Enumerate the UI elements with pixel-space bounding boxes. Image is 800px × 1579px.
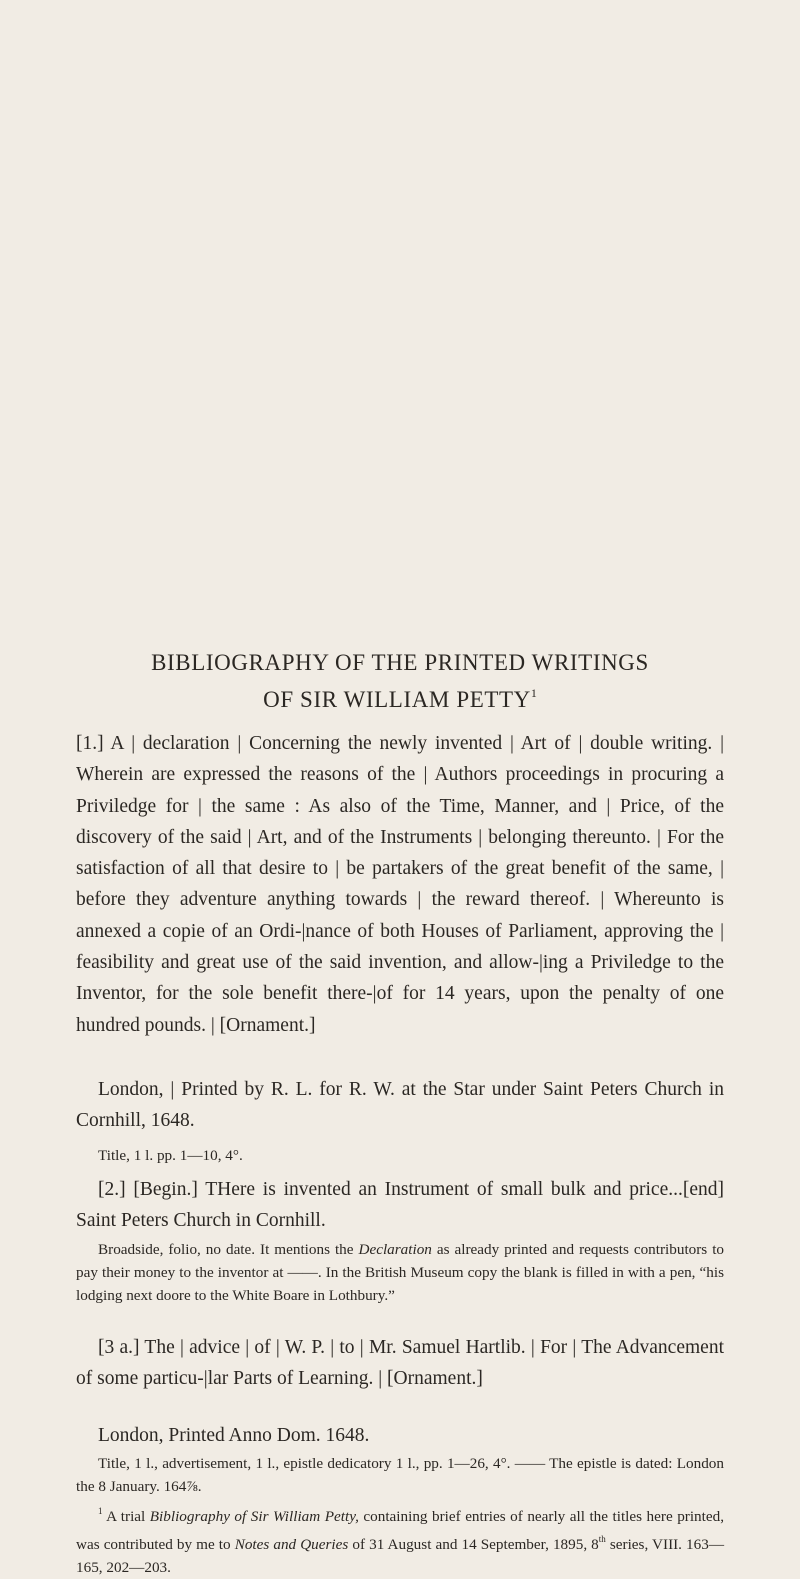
entry-1-title <box>76 728 724 1041</box>
footnote-italic-title: Bibliography of Sir William Petty, <box>149 1508 359 1525</box>
footnote-date-suffix: series, VIII. 163—165, 202—203. <box>76 1536 725 1576</box>
entry-1-imprint: London, | Printed by R. L. for R. W. at the Star under Saint Peters Church in Cornhill, 1648. <box>76 1079 724 1132</box>
entry-3-title <box>76 1332 724 1395</box>
entry-1-title-text: A | declaration | Concerning the newly invented | Art of | double writing. | Wherein are expressed the reasons of the | Authors proceedings in procuring a Priviledge for | the same : As also of the Time, Manner, and | Price, of the discovery of the said | Art, and of the Instruments | belonging thereunto. | For the satisfaction of all that desire to | be partakers of the great benefit of the same, | before they adventure anything towards | the reward thereof. | Whereunto is annexed a copie of an Ordi-|nance of both Houses of Parliament, approving the | feasibility and great use of the said invention, and allow-|ing a Priviledge to the Inventor, for the sole benefit there-|of for 14 years, upon the penalty of one hundred pounds. | [Ornament.] <box>76 733 724 1036</box>
entry-1-number: [1.] <box>76 733 104 754</box>
entry-2-number: [2.] <box>98 1179 126 1200</box>
entry-1-note: Title, 1 l. pp. 1—10, 4°. <box>98 1147 243 1164</box>
entry-2-title <box>76 1174 724 1237</box>
entry-2-note <box>76 1238 724 1307</box>
entry-3-note: Title, 1 l., advertisement, 1 l., epistle dedicatory 1 l., pp. 1—26, 4°. —— The epistle is dated: London the 8 January. 164⅞. <box>76 1455 724 1495</box>
entry-2-note-start: Broadside, folio, no date. It mentions the <box>98 1241 354 1258</box>
footnote-middle: containing brief entries of nearly all the titles here printed, was contributed by me to <box>76 1508 725 1553</box>
bibliography-heading-line-2 <box>76 678 724 715</box>
entry-2-note-italic: Declaration <box>358 1241 432 1258</box>
heading-line-2-text: OF SIR WILLIAM PETTY <box>263 687 531 712</box>
entry-3-title-text: The | advice | of | W. P. | to | Mr. Samuel Hartlib. | For | The Advancement of some particu-|lar Parts of Learning. | [Ornament.] <box>76 1337 724 1390</box>
footnote <box>76 1500 724 1579</box>
entry-3-number: [3 a.] <box>98 1337 140 1358</box>
footnote-italic-journal: Notes and Queries <box>234 1536 349 1553</box>
entry-2-title-text: [Begin.] THere is invented an Instrument of small bulk and price...[end] Saint Peters Church in Cornhill. <box>76 1179 724 1232</box>
entry-3-imprint: London, Printed Anno Dom. 1648. <box>98 1425 370 1446</box>
footnote-ordinal: th <box>598 1534 606 1544</box>
entry-2-note-end: as already printed and requests contributors to pay their money to the inventor at ——. In the British Museum copy the blank is filled in with a pen, “his lodging next doore to the White Boare in Lothbury.” <box>76 1241 725 1304</box>
heading-footnote-mark: 1 <box>530 686 537 700</box>
footnote-start: A trial <box>106 1508 146 1525</box>
bibliography-heading-line-1: BIBLIOGRAPHY OF THE PRINTED WRITINGS <box>151 650 649 675</box>
footnote-mark: 1 <box>98 1506 103 1516</box>
footnote-date-prefix: of 31 August and 14 September, 1895, 8 <box>352 1536 599 1553</box>
